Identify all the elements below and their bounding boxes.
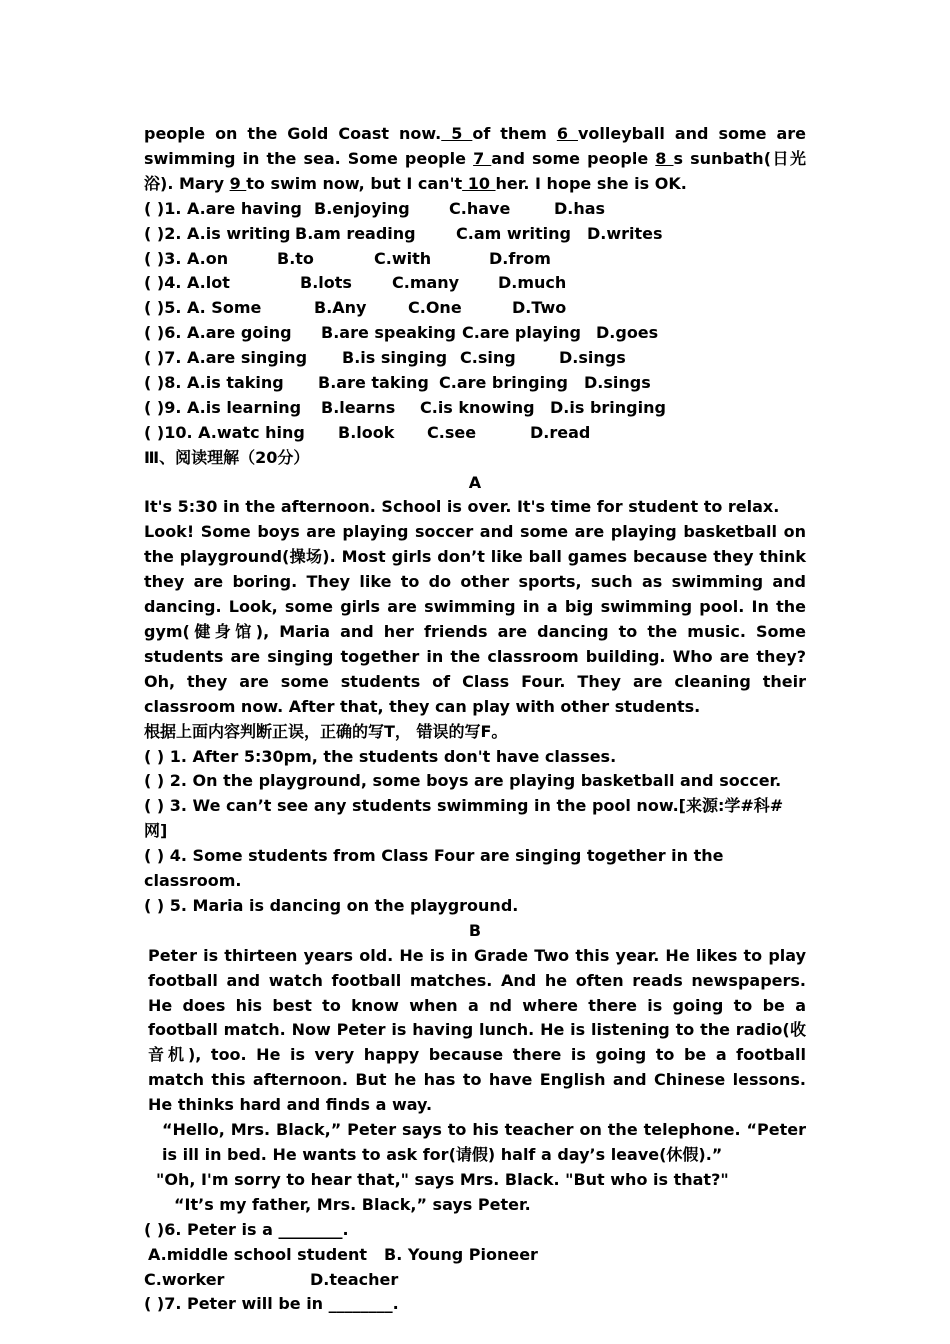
question-option-d: D.is bringing bbox=[550, 397, 666, 417]
cloze-text: and some people bbox=[491, 148, 656, 168]
tf-instruction: 根据上面内容判断正误，正确的写T， 错误的写F。 bbox=[144, 721, 508, 741]
question-option-c: C.is knowing bbox=[420, 397, 535, 417]
cloze-text: to swim now, but I can't bbox=[246, 173, 463, 193]
q6-options-row-2 bbox=[144, 1268, 806, 1293]
question-option-c: C.am writing bbox=[456, 223, 571, 243]
passage-a-paragraph: It's 5:30 in the afternoon. School is over. It's time for student to relax. bbox=[144, 497, 780, 517]
question-option-b: B.enjoying bbox=[314, 198, 410, 218]
q6-option-c: C.worker bbox=[144, 1269, 225, 1289]
question-option-c: C.are bringing bbox=[439, 372, 568, 392]
question-option-c: C.many bbox=[392, 273, 460, 293]
question-option-d: D.goes bbox=[596, 323, 659, 343]
question-option-b: B.look bbox=[338, 422, 395, 442]
mc-question bbox=[144, 296, 806, 321]
question-option-b: B.are taking bbox=[318, 372, 429, 392]
blank-8: 8 bbox=[655, 148, 674, 168]
mc-question bbox=[144, 396, 806, 421]
passage-b-label: B bbox=[468, 920, 482, 940]
question-option-d: D.sings bbox=[584, 372, 651, 392]
mc-question bbox=[144, 222, 806, 247]
question-option-a: ( )9. A.is learning bbox=[144, 397, 302, 417]
question-option-b: B.Any bbox=[314, 298, 367, 318]
worksheet-page bbox=[144, 122, 806, 1317]
question-option-d: D.much bbox=[498, 273, 567, 293]
blank-5: 5 bbox=[441, 124, 473, 143]
tf-question: ( ) 1. After 5:30pm, the students don't have classes. bbox=[144, 746, 617, 766]
question-option-a: ( )10. A.watc hing bbox=[144, 422, 305, 442]
q6-option-a: A.middle school student bbox=[148, 1244, 368, 1264]
mc-question bbox=[144, 247, 806, 272]
question-option-c: C.with bbox=[374, 248, 432, 268]
question-option-c: C.see bbox=[427, 422, 477, 442]
tf-question: ( ) 3. We can’t see any students swimming in the pool now.[来源:学#科#网] bbox=[144, 796, 784, 841]
tf-question: ( ) 5. Maria is dancing on the playground. bbox=[144, 895, 519, 915]
question-option-d: D.read bbox=[530, 422, 591, 442]
question-option-b: B.is singing bbox=[342, 348, 448, 368]
passage-a-paragraph: Look! Some boys are playing soccer and some are playing basketball on the playground(操场). Most girls don’t like ball games because they think they are boring. They like to do other sports, such as swimming and dancing. Look, some girls are swimming in a big swimming pool. In the gym(健身馆), Maria and her friends are dancing to the music. Some students are singing together in the classroom building. Who are they? Oh, they are some students of Class Four. They are cleaning their classroom now. After that, they can play with other students. bbox=[144, 522, 806, 716]
question-option-b: B.lots bbox=[300, 273, 352, 293]
q6-option-d: D.teacher bbox=[310, 1269, 399, 1289]
passage-b-paragraph: “It’s my father, Mrs. Black,” says Peter. bbox=[174, 1194, 531, 1214]
mc-question bbox=[144, 346, 806, 371]
question-option-a: ( )8. A.is taking bbox=[144, 372, 284, 392]
mc-question bbox=[144, 371, 806, 396]
passage-b-paragraph: "Oh, I'm sorry to hear that," says Mrs. Black. "But who is that?" bbox=[156, 1169, 729, 1189]
question-option-a: ( )3. A.on bbox=[144, 248, 229, 268]
blank-7: 7 bbox=[473, 148, 492, 168]
blank-9: 9 bbox=[229, 173, 247, 193]
question-option-a: ( )5. A. Some bbox=[144, 298, 262, 318]
blank-6: 6 bbox=[556, 124, 578, 143]
mc-question-6: ( )6. Peter is a ________. bbox=[144, 1219, 349, 1239]
question-option-b: B.to bbox=[277, 248, 314, 268]
mc-question-list bbox=[144, 197, 806, 446]
blank-10: 10 bbox=[462, 173, 496, 193]
question-option-a: ( )4. A.lot bbox=[144, 273, 230, 293]
question-option-d: D.sings bbox=[559, 348, 626, 368]
question-option-d: D.writes bbox=[587, 223, 663, 243]
cloze-text: volleyball and some are swimming in the sea. Some people bbox=[144, 124, 807, 168]
question-option-d: D.from bbox=[489, 248, 551, 268]
mc-question bbox=[144, 271, 806, 296]
question-option-a: ( )2. A.is writing bbox=[144, 223, 291, 243]
question-option-d: D.has bbox=[554, 198, 606, 218]
section-title: Ⅲ、阅读理解（20分） bbox=[144, 447, 310, 467]
question-option-a: ( )1. A.are having bbox=[144, 198, 302, 218]
cloze-text: of them bbox=[472, 124, 557, 143]
question-option-c: C.are playing bbox=[462, 323, 581, 343]
mc-question bbox=[144, 421, 806, 446]
question-option-c: C.have bbox=[449, 198, 511, 218]
question-option-d: D.Two bbox=[512, 298, 567, 318]
tf-question: ( ) 4. Some students from Class Four are singing together in the classroom. bbox=[144, 846, 724, 891]
question-option-b: B.learns bbox=[321, 397, 396, 417]
question-option-c: C.sing bbox=[460, 348, 516, 368]
cloze-text: her. I hope she is OK. bbox=[495, 173, 687, 193]
passage-b-paragraph: “Hello, Mrs. Black,” Peter says to his teacher on the telephone. “Peter is ill in bed. He wants to ask for(请假) half a day’s leave(休假).” bbox=[162, 1120, 806, 1164]
question-option-b: B.are speaking bbox=[321, 323, 456, 343]
q6-options-row-1 bbox=[144, 1243, 806, 1268]
q6-option-b: B. Young Pioneer bbox=[384, 1244, 538, 1264]
question-option-a: ( )6. A.are going bbox=[144, 323, 292, 343]
mc-question bbox=[144, 321, 806, 346]
tf-question: ( ) 2. On the playground, some boys are playing basketball and soccer. bbox=[144, 771, 782, 791]
cloze-text: s sunbath(日光浴). Mary bbox=[144, 148, 807, 193]
passage-b-paragraph: Peter is thirteen years old. He is in Grade Two this year. He likes to play football and watch football matches. And he often reads newspapers. He does his best to know when a nd where there is going to be a football match. Now Peter is having lunch. He is listening to the radio(收音机), too. He is very happy because there is going to be a football match this afternoon. But he has to have English and Chinese lessons. He thinks hard and finds a way. bbox=[148, 945, 806, 1115]
question-option-b: B.am reading bbox=[295, 223, 416, 243]
passage-a-label: A bbox=[468, 472, 482, 492]
cloze-text: people on the Gold Coast now. bbox=[144, 124, 442, 143]
cloze-passage bbox=[144, 122, 806, 197]
mc-question-7: ( )7. Peter will be in ________. bbox=[144, 1294, 399, 1314]
question-option-c: C.One bbox=[408, 298, 462, 318]
question-option-a: ( )7. A.are singing bbox=[144, 348, 308, 368]
mc-question bbox=[144, 197, 806, 222]
